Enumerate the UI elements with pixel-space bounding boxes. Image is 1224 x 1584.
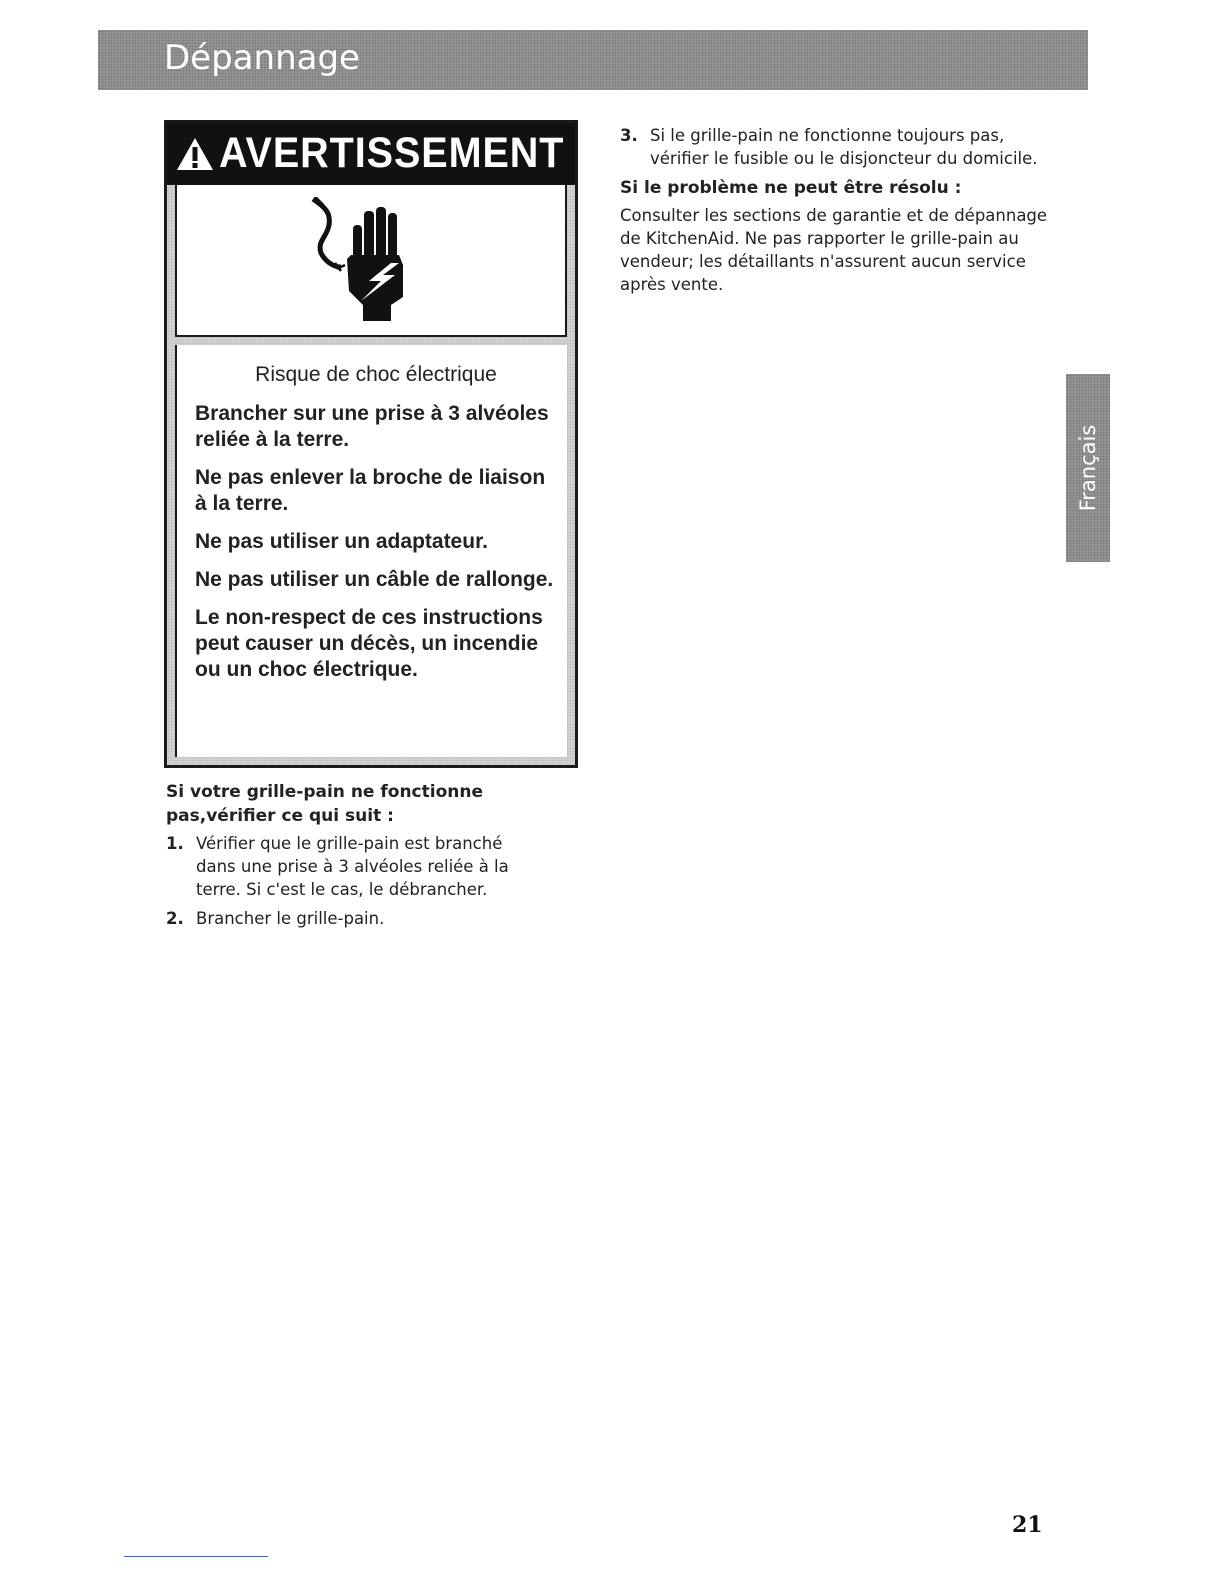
step-text: Brancher le grille-pain. [196,909,385,928]
electric-shock-hand-icon [307,197,427,327]
language-tab-label: Français [1076,424,1100,512]
warning-header [167,123,575,185]
warning-line: Ne pas utiliser un câble de rallonge. [195,568,554,591]
language-tab [1066,374,1110,562]
warning-triangle-icon [175,136,215,172]
warning-line: Ne pas enlever la broche de liaison à la terre. [195,466,546,515]
step-text: Si le grille-pain ne fonctionne toujours pas, vérifier le fusible ou le disjoncteur du domicile. [650,126,1038,168]
list-item [620,124,1050,170]
warning-line: Le non-respect de ces instructions peut causer un décès, un incendie ou un choc électrique. [195,606,543,681]
step-text: Vérifier que le grille-pain est branché dans une prise à 3 alvéoles reliée à la terre. Si c'est le cas, le débrancher. [196,834,509,899]
warning-line: Brancher sur une prise à 3 alvéoles reliée à la terre. [195,402,549,451]
troubleshoot-section [166,780,546,936]
step-number: 3. [620,126,638,145]
list-item [166,907,546,930]
troubleshoot-continued [620,124,1050,296]
risk-title: Risque de choc électrique [255,363,497,386]
step-number: 2. [166,909,184,928]
page-number: 21 [1012,1512,1043,1538]
hazard-icon-panel [175,185,567,337]
footer-rule [124,1556,268,1557]
warning-text-panel [175,345,567,757]
page-title: Dépannage [164,38,360,78]
unresolved-text: Consulter les sections de garantie et de dépannage de KitchenAid. Ne pas rapporter le grille-pain au vendeur; les détaillants n'assurent aucun service après vente. [620,206,1048,294]
step-number: 1. [166,834,184,853]
section-title-bar [98,30,1088,90]
warning-line: Ne pas utiliser un adaptateur. [195,530,488,553]
warning-heading: AVERTISSEMENT [219,129,565,177]
list-item [166,832,546,901]
unresolved-heading: Si le problème ne peut être résolu : [620,178,962,198]
troubleshoot-heading: Si votre grille-pain ne fonctionne pas,vérifier ce qui suit : [166,782,483,826]
warning-box [164,120,578,768]
